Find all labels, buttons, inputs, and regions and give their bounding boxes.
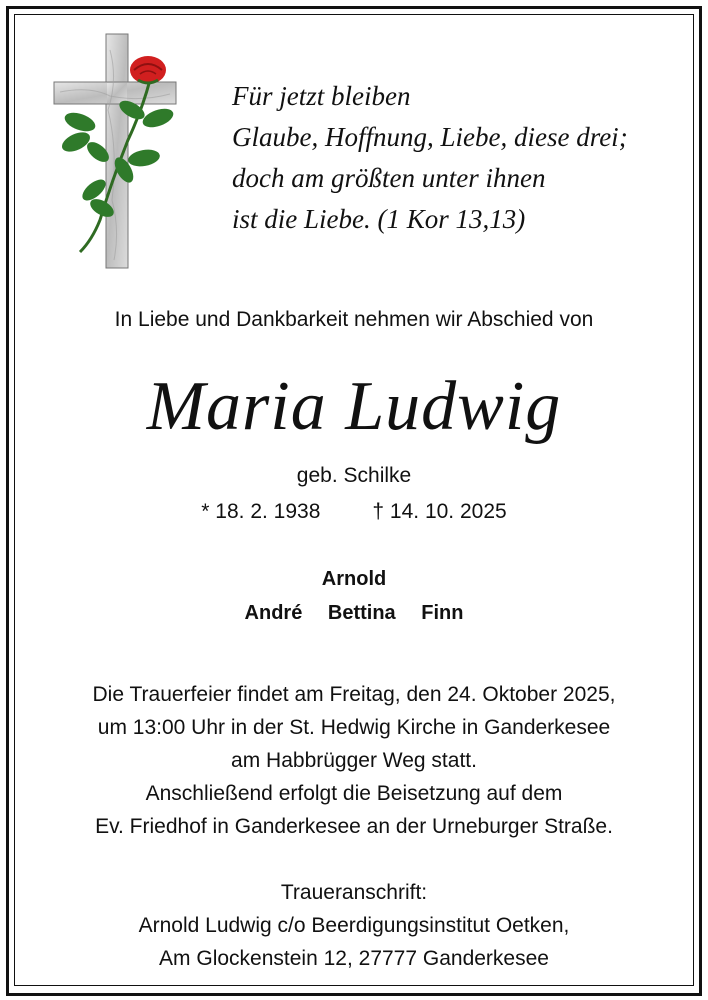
child-name: Bettina — [327, 602, 396, 624]
verse-line: doch am größten unter ihnen — [232, 163, 546, 193]
child-name: Finn — [421, 602, 464, 624]
cross-icon — [50, 30, 180, 275]
service-line: um 13:00 Uhr in der St. Hedwig Kirche in Ganderkesee — [97, 716, 611, 739]
family-mourners — [0, 562, 708, 630]
address-heading: Traueranschrift: — [280, 881, 428, 904]
intro-text: In Liebe und Dankbarkeit nehmen wir Abschied von — [114, 308, 594, 331]
service-line: Anschließend erfolgt die Beisetzung auf dem — [145, 782, 563, 805]
maiden-name: geb. Schilke — [296, 464, 412, 487]
death-date: † 14. 10. 2025 — [372, 500, 507, 523]
bible-verse — [232, 76, 628, 240]
birth-date: * 18. 2. 1938 — [201, 500, 321, 523]
condolence-address — [0, 876, 708, 975]
children-names — [0, 596, 708, 630]
verse-line: Für jetzt bleiben — [232, 81, 411, 111]
service-line: Ev. Friedhof in Ganderkesee an der Urneburger Straße. — [95, 815, 613, 838]
deceased-name: Maria Ludwig — [146, 368, 562, 445]
service-line: am Habbrügger Weg statt. — [231, 749, 477, 772]
verse-line: Glaube, Hoffnung, Liebe, diese drei; — [232, 122, 628, 152]
funeral-service-info — [0, 678, 708, 843]
cross-with-rose-image — [50, 30, 180, 275]
address-line: Am Glockenstein 12, 27777 Ganderkesee — [159, 947, 549, 970]
verse-line: ist die Liebe. (1 Kor 13,13) — [232, 204, 526, 234]
spouse-name: Arnold — [321, 568, 387, 590]
address-line: Arnold Ludwig c/o Beerdigungsinstitut Oetken, — [138, 914, 570, 937]
service-line: Die Trauerfeier findet am Freitag, den 24. Oktober 2025, — [92, 683, 616, 706]
life-dates — [0, 500, 708, 524]
child-name: André — [244, 602, 303, 624]
